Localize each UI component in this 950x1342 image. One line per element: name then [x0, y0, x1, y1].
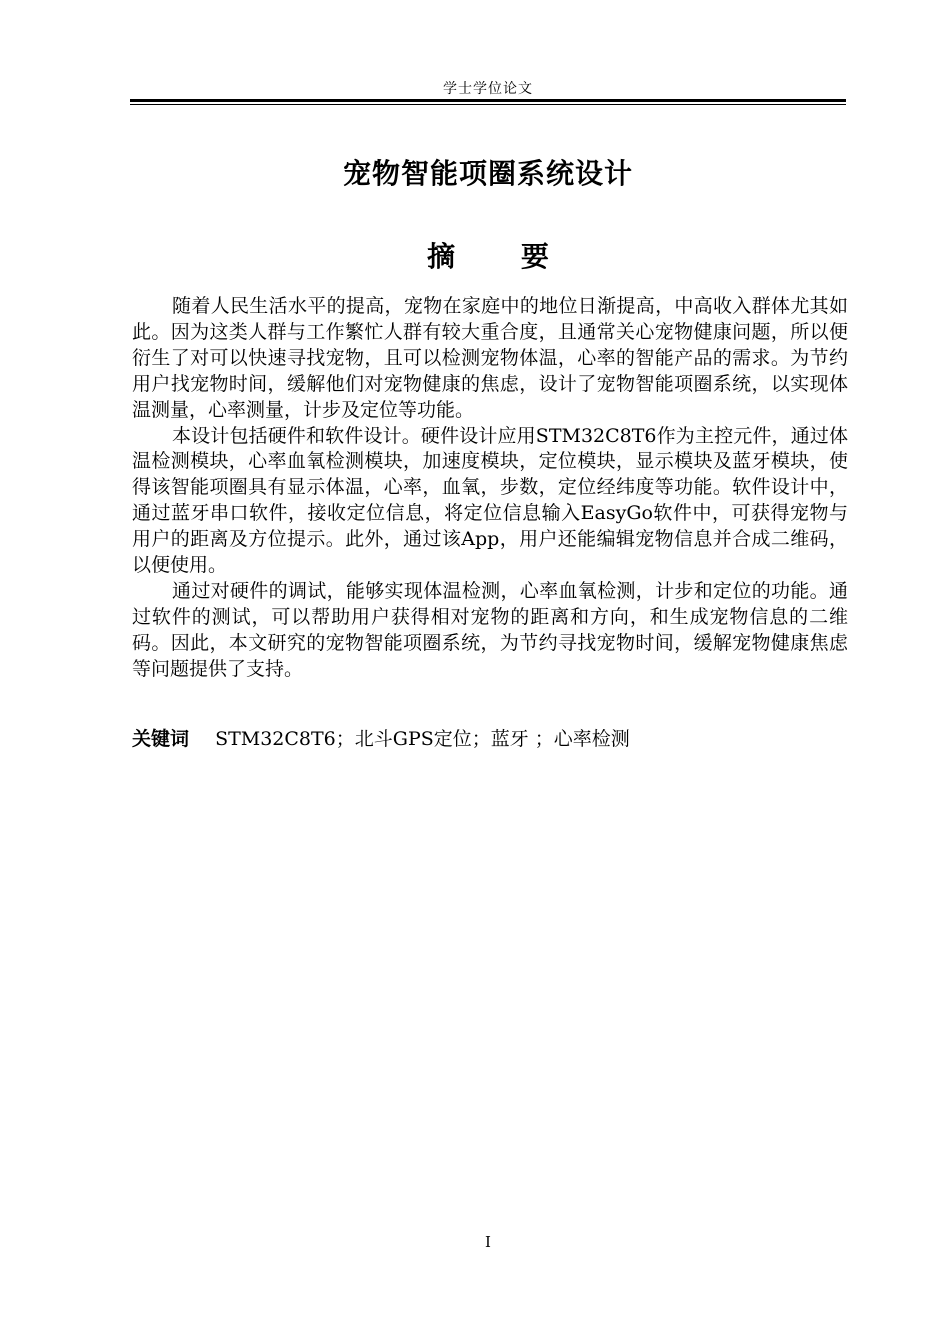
- abstract-paragraph: 本设计包括硬件和软件设计。硬件设计应用STM32C8T6作为主控元件，通过体温检测模块，心率血氧检测模块，加速度模块，定位模块，显示模块及蓝牙模块，使得该智能项圈具有显示体温，心率，血氧，步数，定位经纬度等功能。软件设计中，通过蓝牙串口软件，接收定位信息，将定位信息输入EasyGo软件中，可获得宠物与用户的距离及方位提示。此外，通过该App，用户还能编辑宠物信息并合成二维码，以便使用。: [132, 424, 848, 577]
- keywords-text: STM32C8T6；北斗GPS定位；蓝牙 ；心率检测: [215, 728, 630, 750]
- keywords-label: 关键词: [132, 728, 190, 750]
- keywords-line: [132, 726, 848, 752]
- thesis-title: 宠物智能项圈系统设计: [342, 157, 633, 190]
- abstract-paragraph: 随着人民生活水平的提高，宠物在家庭中的地位日渐提高，中高收入群体尤其如此。因为这类人群与工作繁忙人群有较大重合度，且通常关心宠物健康问题，所以便衍生了对可以快速寻找宠物，且可以检测宠物体温，心率的智能产品的需求。为节约用户找宠物时间，缓解他们对宠物健康的焦虑，设计了宠物智能项圈系统，以实现体温测量，心率测量，计步及定位等功能。: [132, 295, 848, 421]
- page-number: I: [485, 1233, 491, 1251]
- running-header: 学士学位论文: [443, 81, 533, 97]
- header-rule-thin: [130, 104, 846, 105]
- abstract-body: [132, 294, 848, 683]
- abstract-paragraph: 通过对硬件的调试，能够实现体温检测，心率血氧检测，计步和定位的功能。通过软件的测试，可以帮助用户获得相对宠物的距离和方向，和生成宠物信息的二维码。因此，本文研究的宠物智能项圈系统，为节约寻找宠物时间，缓解宠物健康焦虑等问题提供了支持。: [132, 579, 848, 680]
- header-rule-thick: [130, 99, 846, 102]
- abstract-heading: 摘 要: [427, 240, 577, 273]
